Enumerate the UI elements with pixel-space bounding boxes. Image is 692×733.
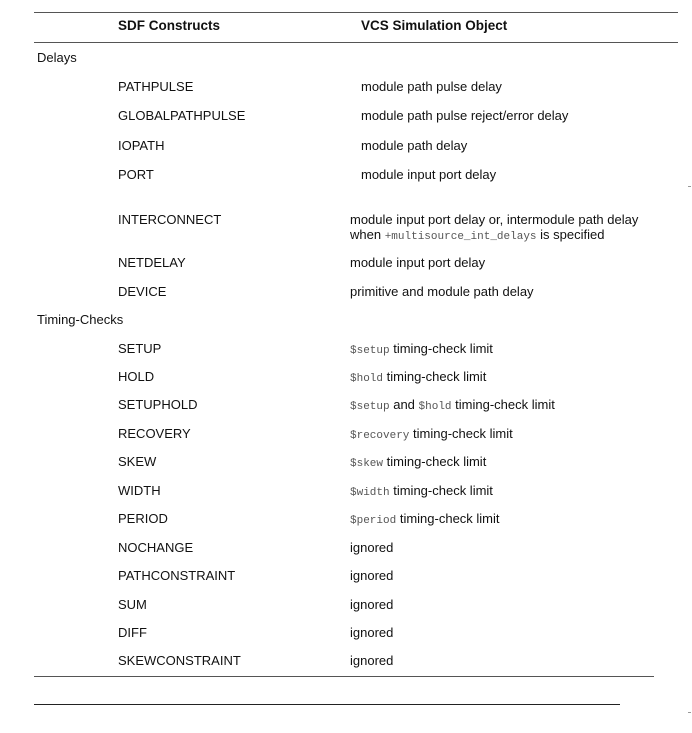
table-row-desc: $hold timing-check limit [350, 369, 487, 385]
table-row-desc: $setup and $hold timing-check limit [350, 397, 555, 413]
table-row-desc: $recovery timing-check limit [350, 426, 513, 442]
table-row-desc: $width timing-check limit [350, 483, 493, 499]
table-row-desc: $skew timing-check limit [350, 454, 487, 470]
table-top-rule [34, 12, 678, 13]
table-row-desc: module path delay [361, 138, 468, 153]
table-row-desc: primitive and module path delay [350, 284, 534, 299]
table-row-construct: NETDELAY [118, 255, 186, 270]
table-row-desc: module input port delay [350, 255, 486, 270]
table-row-construct: IOPATH [118, 138, 165, 153]
code-hold: $hold [350, 373, 384, 385]
table-bottom-rule [34, 676, 654, 677]
header-bottom-rule [34, 42, 678, 43]
table-row-desc: ignored [350, 653, 394, 668]
table-row-construct: SETUPHOLD [118, 397, 198, 412]
code-hold: $hold [418, 401, 452, 413]
table-row-desc: $period timing-check limit [350, 511, 500, 527]
table-row-desc: ignored [350, 540, 394, 555]
table-row-construct: GLOBALPATHPULSE [118, 108, 246, 123]
table-row-desc: ignored [350, 597, 394, 612]
table-row-desc: ignored [350, 625, 394, 640]
table-row-construct: PORT [118, 167, 154, 182]
table-row-desc-line1: module input port delay or, intermodule path delay [350, 212, 639, 227]
table-row-desc: $setup timing-check limit [350, 341, 493, 357]
table-row-construct: DIFF [118, 625, 147, 640]
table-row-construct: PATHCONSTRAINT [118, 568, 236, 583]
table-row-construct: RECOVERY [118, 426, 191, 441]
code-multisource-int-delays: +multisource_int_delays [384, 231, 537, 243]
column-header-vcs-simulation-object: VCS Simulation Object [361, 18, 508, 33]
table-row-construct: PATHPULSE [118, 79, 194, 94]
table-row-construct: INTERCONNECT [118, 212, 222, 227]
footer-rule [34, 704, 620, 705]
section-label-delays: Delays [37, 50, 77, 65]
table-row-desc: module path pulse reject/error delay [361, 108, 569, 123]
margin-mark [688, 186, 691, 187]
table-row-construct: SKEW [118, 454, 157, 469]
section-label-timing-checks: Timing-Checks [37, 312, 124, 327]
code-width: $width [350, 487, 390, 499]
code-setup: $setup [350, 401, 390, 413]
code-skew: $skew [350, 458, 384, 470]
code-recovery: $recovery [350, 430, 410, 442]
table-row-construct: HOLD [118, 369, 155, 384]
table-row-construct: SKEWCONSTRAINT [118, 653, 241, 668]
table-row-desc: module input port delay [361, 167, 497, 182]
table-row-desc-line2: when +multisource_int_delays is specified [350, 227, 605, 243]
table-row-desc: ignored [350, 568, 394, 583]
table-row-construct: NOCHANGE [118, 540, 194, 555]
table-row-construct: PERIOD [118, 511, 168, 526]
table-row-construct: WIDTH [118, 483, 161, 498]
table-row-construct: SETUP [118, 341, 162, 356]
margin-mark [688, 712, 691, 713]
column-header-sdf-constructs: SDF Constructs [118, 18, 221, 33]
table-row-construct: SUM [118, 597, 147, 612]
table-row-desc: module path pulse delay [361, 79, 502, 94]
code-period: $period [350, 515, 397, 527]
code-setup: $setup [350, 345, 390, 357]
table-row-construct: DEVICE [118, 284, 167, 299]
